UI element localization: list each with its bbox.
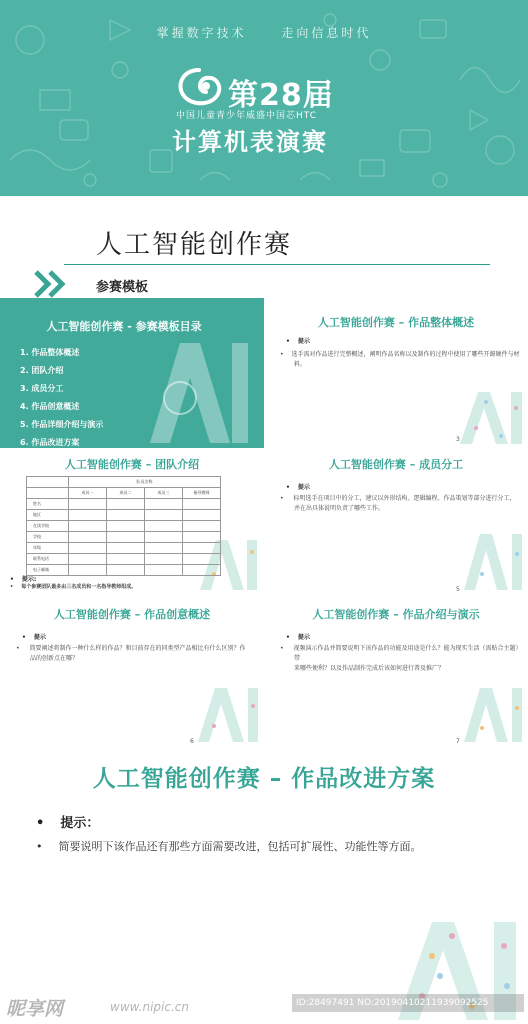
page-subtitle: 参赛模板 xyxy=(96,280,149,295)
table-row-header: 地区 xyxy=(27,510,69,521)
table-column-header: 成员二 xyxy=(107,488,145,499)
page-number: 7 xyxy=(456,738,460,745)
slide-improve-desc: • 简要说明下该作品还有那些方面需要改进，包括可扩展性、功能性等方面。 xyxy=(36,838,422,854)
table-row xyxy=(27,532,221,543)
table-column-header: 指导教师 xyxy=(183,488,221,499)
swirl-logo-icon xyxy=(172,66,226,110)
table-row-header: 学校 xyxy=(27,532,69,543)
slide-improve-title: 人工智能创作赛 – 作品改进方案 xyxy=(92,766,436,792)
slide-roles xyxy=(264,448,528,598)
table-row-header: 电子邮箱 xyxy=(27,565,69,576)
team-table xyxy=(26,476,221,576)
slide-improve-tip: • 提示： xyxy=(36,812,99,831)
toc-item: 4. 作品创意概述 xyxy=(20,402,80,411)
watermark-id: ID:28497491 NO:20190410211939092525 xyxy=(292,994,524,1012)
ai-mosaic-icon xyxy=(194,684,262,744)
ai-mosaic-icon xyxy=(456,388,526,446)
slide-idea xyxy=(0,598,264,748)
page-number: 5 xyxy=(456,586,460,593)
slide-overview-tip: • 提示 xyxy=(286,336,310,345)
organizer-label: 中国儿童青少年威盛中国芯HTC xyxy=(176,111,318,121)
slide-team-desc: • 每个参赛团队最多由三名成员和一名指导教师组成。 xyxy=(24,582,254,592)
double-chevron-icon xyxy=(34,270,74,298)
table-row-header: 年级 xyxy=(27,543,69,554)
table-row xyxy=(27,499,221,510)
slide-demo-tip: • 提示 xyxy=(286,632,310,641)
slide-overview xyxy=(264,298,528,448)
table-row-header: 在读学校 xyxy=(27,521,69,532)
table-row xyxy=(27,510,221,521)
slide-idea-title: 人工智能创作赛 – 作品创意概述 xyxy=(53,608,211,621)
table-row-header: 姓名 xyxy=(27,499,69,510)
banner xyxy=(0,0,528,196)
slogan-right: 走向信息时代 xyxy=(281,26,372,40)
slide-roles-title: 人工智能创作赛 – 成员分工 xyxy=(328,458,464,471)
table-row xyxy=(27,554,221,565)
slide-roles-desc: • 标明选手在项目中的分工，建议以外形结构、逻辑编程、作品策划等部分进行分工， 并在出具体说明负责了哪些工作。 xyxy=(294,494,526,514)
table-cell xyxy=(27,477,69,488)
slogan xyxy=(0,24,528,41)
toc-item: 5. 作品详细介绍与演示 xyxy=(20,420,104,429)
slide-toc xyxy=(0,298,264,448)
slide-demo-title: 人工智能创作赛 – 作品介绍与演示 xyxy=(312,608,480,621)
slide-demo-desc: • 视频演示作品并简要说明下该作品的功能及用途是什么？能为现实生活（需贴合主题）带 来哪些便利？以及作品制作完成后该如何进行普及推广？ xyxy=(294,644,526,674)
slide-idea-tip: • 提示 xyxy=(22,632,46,641)
slide-idea-desc: • 简要阐述将制作一种什么样的作品？和目前存在的同类型产品相比有什么区别？作 品的创新点在哪？ xyxy=(30,644,262,664)
watermark-url: www.nipic.cn xyxy=(110,1000,189,1014)
title-divider xyxy=(64,264,490,265)
watermark-logo: 昵享网 xyxy=(6,998,64,1020)
toc-list xyxy=(20,344,103,448)
table-row xyxy=(27,565,221,576)
table-column-header: 成员三 xyxy=(145,488,183,499)
toc-item: 3. 成员分工 xyxy=(20,384,64,393)
slide-team-tip: • 提示: xyxy=(10,574,36,583)
table-column-header: 成员一 xyxy=(69,488,107,499)
edition-label: 第28届 xyxy=(228,78,334,113)
toc-item: 6. 作品改进方案 xyxy=(20,438,80,447)
ai-mosaic-icon xyxy=(460,530,526,592)
table-row-header: 联系电话 xyxy=(27,554,69,565)
toc-item: 1. 作品整体概述 xyxy=(20,348,80,357)
slide-demo xyxy=(264,598,528,748)
table-cell xyxy=(27,488,69,499)
slogan-left: 掌握数字技术 xyxy=(156,26,247,40)
slide-roles-tip: • 提示 xyxy=(286,482,310,491)
slide-overview-title: 人工智能创作赛 – 作品整体概述 xyxy=(317,316,475,329)
event-title: 计算机表演赛 xyxy=(172,128,328,156)
table-header: 队员名称 xyxy=(69,477,221,488)
toc-item: 2. 团队介绍 xyxy=(20,366,64,375)
slide-team-title: 人工智能创作赛 – 团队介绍 xyxy=(64,458,200,471)
page-number: 3 xyxy=(456,436,460,443)
ai-mosaic-icon xyxy=(460,684,526,744)
slide-toc-title: 人工智能创作赛 - 参赛模板目录 xyxy=(46,320,202,333)
ai-mosaic-icon xyxy=(140,338,250,446)
slide-overview-desc: • 选手需对作品进行完整概述，阐明作品名称以及制作的过程中使用了哪些开源硬件与材料。 xyxy=(294,350,524,370)
page-title: 人工智能创作赛 xyxy=(96,230,293,260)
page-number: 6 xyxy=(190,738,194,745)
table-row xyxy=(27,543,221,554)
table-row xyxy=(27,521,221,532)
